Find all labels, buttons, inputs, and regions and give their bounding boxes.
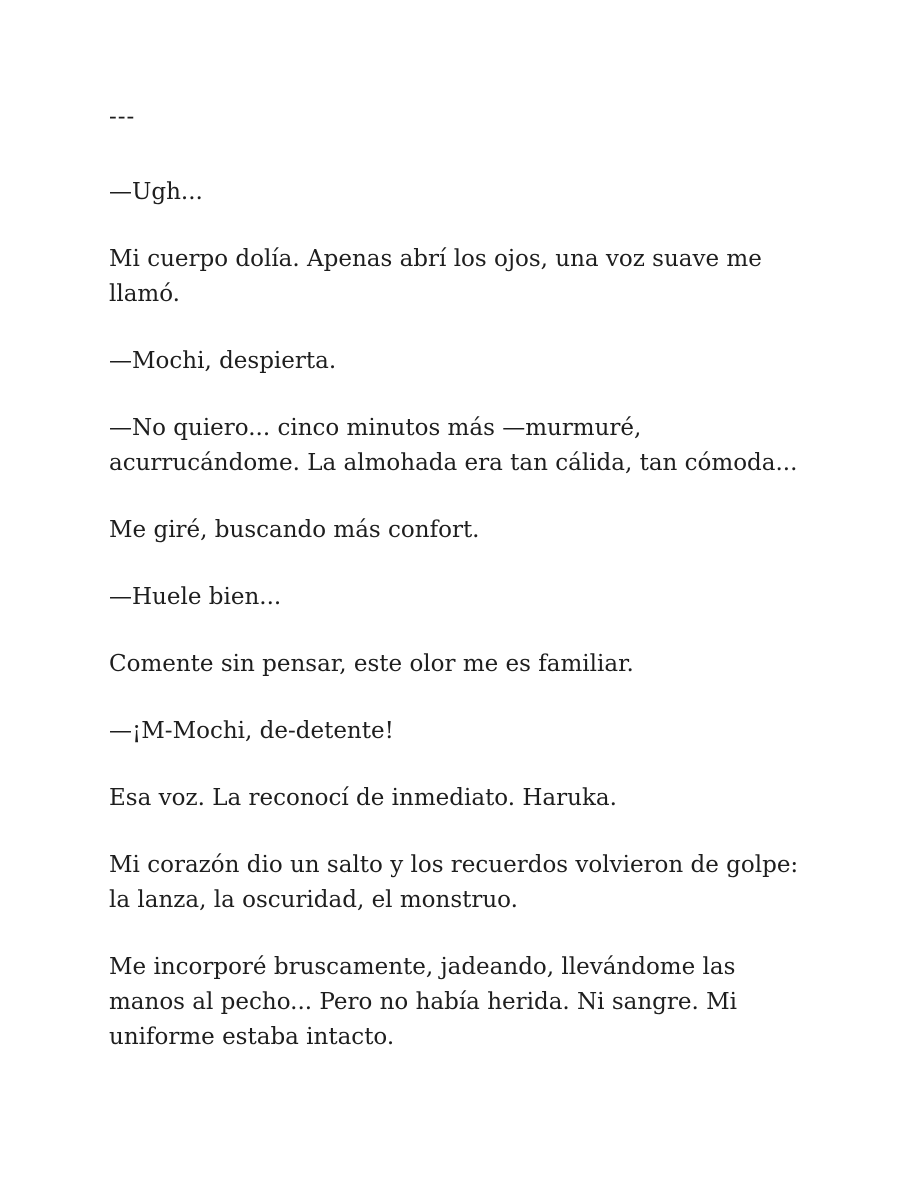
paragraph-2: Mi cuerpo dolía. Apenas abrí los ojos, una voz suave me llamó. [109,246,762,307]
paragraph-7: Comente sin pensar, este olor me es familiar. [109,651,634,677]
paragraph-6: —Huele bien... [109,584,282,610]
paragraph-4: —No quiero... cinco minutos más —murmuré, acurrucándome. La almohada era tan cálida, tan cómoda... [109,415,798,476]
paragraph-10: Mi corazón dio un salto y los recuerdos volvieron de golpe: la lanza, la oscuridad, el monstruo. [109,852,799,913]
paragraph-11: Me incorporé bruscamente, jadeando, llevándome las manos al pecho... Pero no había herida. Ni sangre. Mi uniforme estaba intacto. [109,954,738,1050]
paragraph-5: Me giré, buscando más confort. [109,517,480,543]
document-body [109,100,809,1087]
paragraph-3: —Mochi, despierta. [109,348,337,374]
paragraph-9: Esa voz. La reconocí de inmediato. Haruka. [109,785,617,811]
paragraph-1: —Ugh... [109,179,203,205]
scene-separator: --- [109,104,136,130]
paragraph-8: —¡M-Mochi, de-detente! [109,718,394,744]
